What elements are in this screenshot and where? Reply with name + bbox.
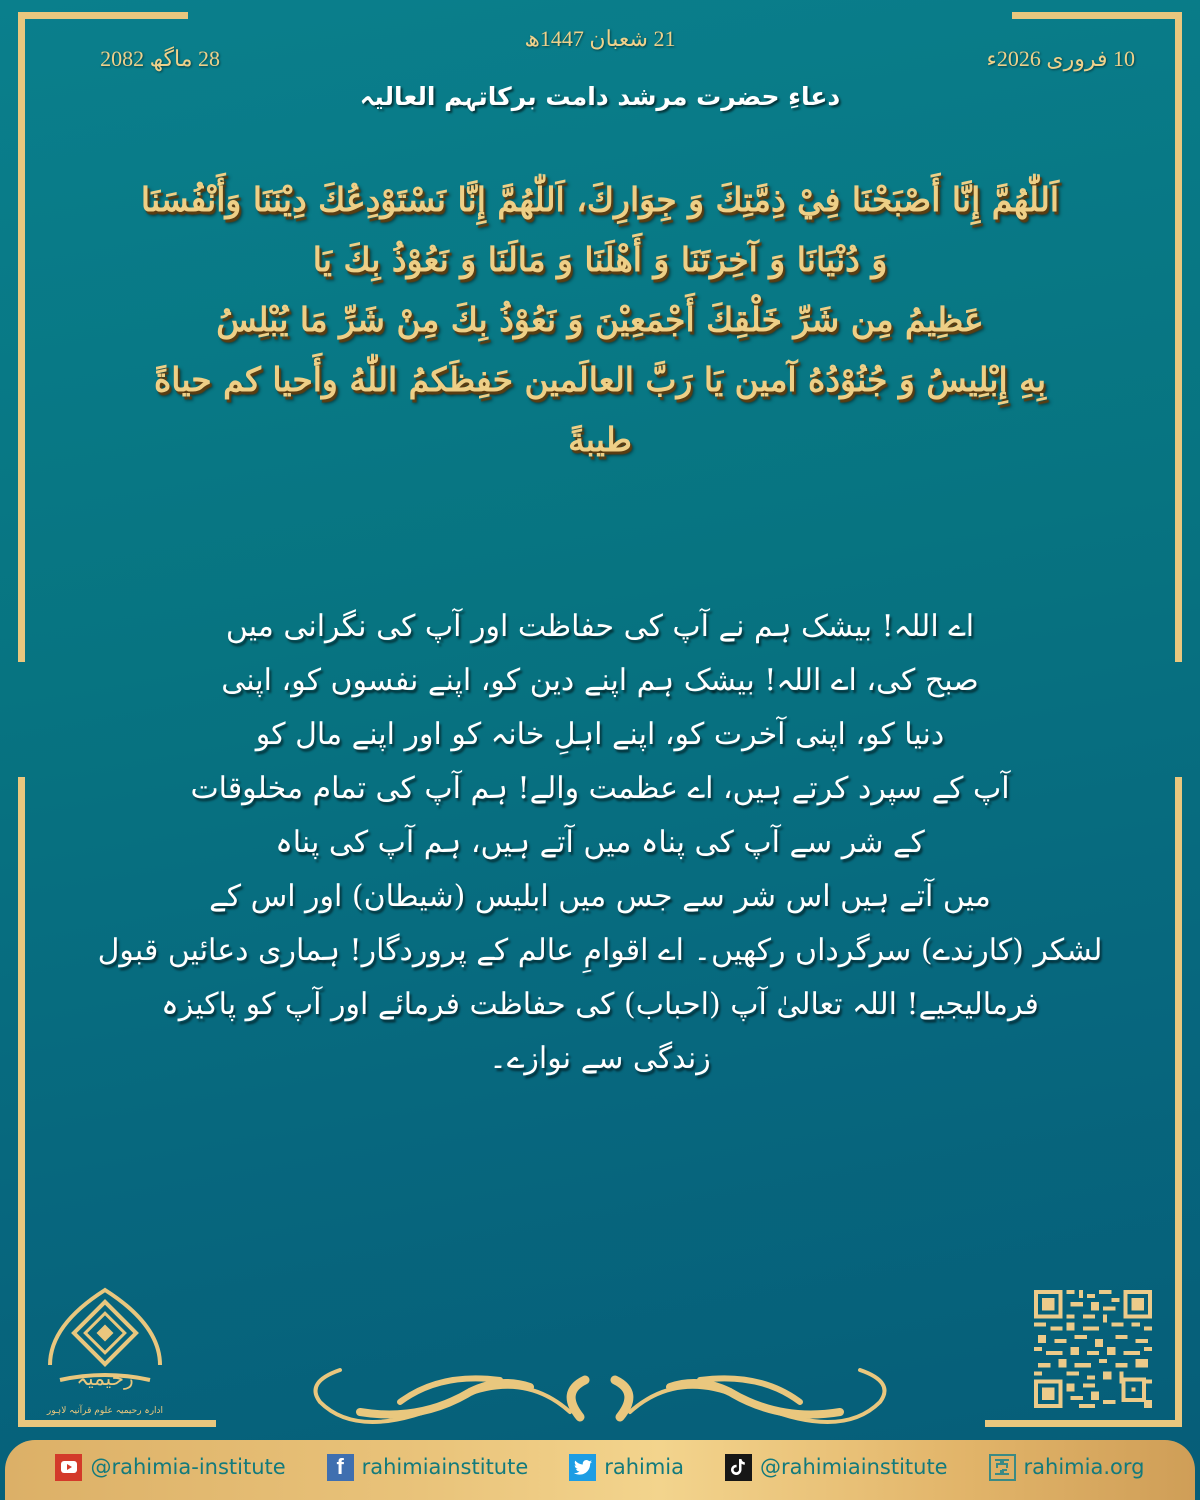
urdu-line: کے شر سے آپ کی پناہ میں آتے ہیں، ہم آپ کی پناہ	[275, 825, 925, 860]
urdu-line: صبح کی، اے اللہ! بیشک ہم اپنے دین کو، اپنے نفسوں کو، اپنی	[221, 663, 979, 698]
website-link[interactable]	[989, 1454, 1145, 1481]
urdu-line: فرمالیجیے! اللہ تعالیٰ آپ (احباب) کی حفاظت فرمائے اور آپ کو پاکیزہ	[161, 987, 1039, 1022]
social-footer	[5, 1440, 1195, 1500]
page-title: دعاءِ حضرت مرشد دامت برکاتہم العالیہ	[359, 82, 841, 111]
facebook-link[interactable]	[327, 1454, 529, 1481]
twitter-link[interactable]	[569, 1454, 684, 1481]
bikrami-date: 28 ماگھ 2082	[100, 46, 220, 71]
arabic-line: بِهِ إِبْلِيسُ وَ جُنُوْدُهُ آمين يَا رَبَّ العالَمين حَفِظَكمُ اللّٰهُ وأَحيا كم حياةً	[153, 360, 1047, 399]
arabic-line: اَللّٰهُمَّ إِنَّا أَصْبَحْنَا فِيْ ذِمَّتِكَ وَ جِوَارِكَ، اَللّٰهُمَّ إِنَّا نَسْتَوْدِعُكَ دِيْنَنَا وَأَنْفُسَنَا	[140, 180, 1060, 219]
dome-emblem-icon	[40, 1285, 170, 1435]
facebook-icon: f	[327, 1454, 354, 1481]
tiktok-handle: @rahimiainstitute	[759, 1455, 948, 1479]
youtube-link[interactable]	[55, 1454, 285, 1481]
arabic-line: طيبةً	[568, 420, 632, 459]
flourish-icon	[300, 1362, 900, 1432]
qr-code[interactable]	[1033, 1290, 1153, 1408]
urdu-line: میں آتے ہیں اس شر سے جس میں ابلیس (شیطان) اور اس کے	[209, 879, 991, 914]
urdu-line: لشکر (کارندے) سرگرداں رکھیں۔ اے اقوامِ عالم کے پروردگار! ہماری دعائیں قبول	[97, 933, 1103, 968]
urdu-translation	[90, 600, 1110, 1086]
frame-right-lower-vertical	[1175, 777, 1182, 1427]
gold-flourish-ornament	[300, 1362, 900, 1432]
urdu-line: اے اللہ! بیشک ہم نے آپ کی حفاظت اور آپ کی نگرانی میں	[225, 609, 975, 644]
qr-code-icon	[1033, 1290, 1153, 1408]
twitter-handle: rahimia	[604, 1455, 685, 1479]
youtube-handle: @rahimia-institute	[90, 1455, 286, 1479]
tiktok-link[interactable]	[725, 1454, 948, 1481]
svg-text:رحیمیہ: رحیمیہ	[76, 1366, 134, 1390]
urdu-line: زندگی سے نوازے۔	[489, 1041, 711, 1076]
facebook-handle: rahimiainstitute	[361, 1455, 529, 1479]
rahimia-logo	[40, 1285, 170, 1435]
arabic-dua	[70, 170, 1130, 470]
frame-left-lower-vertical	[18, 777, 25, 1427]
twitter-icon	[569, 1454, 596, 1481]
frame-top-right-horizontal	[1012, 12, 1182, 19]
arabic-line: عَظِيمُ مِن شَرِّ خَلْقِكَ أَجْمَعِيْنَ وَ نَعُوْذُ بِكَ مِنْ شَرِّ مَا يُبْلِسُ	[216, 300, 984, 339]
tiktok-icon	[725, 1454, 752, 1481]
svg-text:ادارہ رحیمیہ علوم قرآنیہ لاہور: ادارہ رحیمیہ علوم قرآنیہ لاہور	[46, 1406, 164, 1416]
gregorian-date: 10 فروری 2026ء	[986, 46, 1135, 71]
website-url: rahimia.org	[1023, 1455, 1145, 1479]
hijri-date: 21 شعبان 1447ھ	[524, 26, 676, 51]
website-icon	[989, 1454, 1016, 1481]
frame-bottom-right-horizontal	[985, 1420, 1182, 1427]
urdu-line: دنیا کو، اپنی آخرت کو، اپنے اہلِ خانہ کو اور اپنے مال کو	[255, 717, 945, 752]
urdu-line: آپ کے سپرد کرتے ہیں، اے عظمت والے! ہم آپ کی تمام مخلوقات	[190, 771, 1010, 806]
arabic-line: وَ دُنْيَانَا وَ آخِرَتَنَا وَ أَهْلَنَا وَ مَالَنَا وَ نَعُوْذُ بِكَ يَا	[312, 240, 888, 279]
frame-top-left-horizontal	[18, 12, 188, 19]
youtube-icon	[55, 1454, 82, 1481]
